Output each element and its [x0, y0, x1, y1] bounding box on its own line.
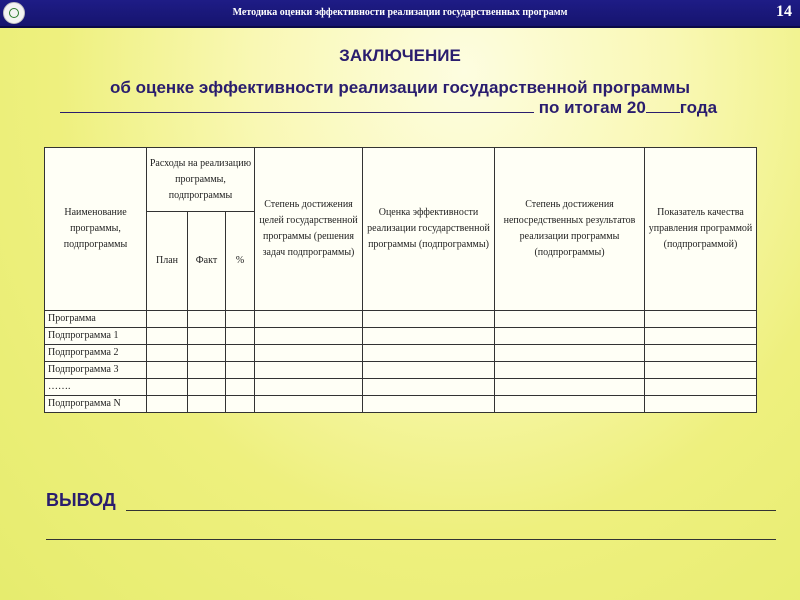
table-cell[interactable]: [188, 311, 226, 328]
header-results: Степень достижения непосредственных результатов реализации программы (подпрограммы): [495, 148, 645, 311]
table-cell[interactable]: [188, 379, 226, 396]
row-label: Подпрограмма 1: [45, 328, 147, 345]
header-percent: %: [226, 212, 255, 311]
header-quality: Показатель качества управления программой (подпрограммой): [645, 148, 757, 311]
header-expenses: Расходы на реализацию программы, подпрограммы: [147, 148, 255, 212]
table-cell[interactable]: [363, 345, 495, 362]
table-row: [45, 345, 757, 362]
table-cell[interactable]: [226, 311, 255, 328]
table-cell[interactable]: [363, 362, 495, 379]
table-cell[interactable]: [226, 345, 255, 362]
row-label: Программа: [45, 311, 147, 328]
header-goals: Степень достижения целей государственной программы (решения задач подпрограммы): [255, 148, 363, 311]
conclusion-label: ВЫВОД: [46, 490, 116, 510]
row-label: Подпрограмма 2: [45, 345, 147, 362]
table-cell[interactable]: [495, 362, 645, 379]
table-cell[interactable]: [645, 311, 757, 328]
table-cell[interactable]: [363, 379, 495, 396]
table-cell[interactable]: [147, 379, 188, 396]
table-cell[interactable]: [255, 345, 363, 362]
page-number: 14: [776, 3, 792, 20]
table-cell[interactable]: [147, 311, 188, 328]
header-fact: Факт: [188, 212, 226, 311]
year-suffix: года: [679, 98, 718, 117]
table-cell[interactable]: [147, 345, 188, 362]
table-cell[interactable]: [645, 345, 757, 362]
table-cell[interactable]: [495, 345, 645, 362]
table-cell[interactable]: [495, 328, 645, 345]
table-cell[interactable]: [147, 362, 188, 379]
evaluation-table: [44, 147, 757, 413]
header-bar: [0, 0, 800, 28]
row-label: …….: [45, 379, 147, 396]
table-cell[interactable]: [226, 328, 255, 345]
conclusion-line-1[interactable]: [126, 510, 776, 511]
conclusion-line-2[interactable]: [46, 539, 776, 540]
table-cell[interactable]: [255, 379, 363, 396]
table-cell[interactable]: [645, 362, 757, 379]
table-cell[interactable]: [147, 328, 188, 345]
table-cell[interactable]: [255, 396, 363, 413]
table-cell[interactable]: [188, 345, 226, 362]
program-name-blank[interactable]: [60, 96, 534, 113]
header-name: Наименование программы, подпрограммы: [45, 148, 147, 311]
table-cell[interactable]: [226, 362, 255, 379]
table-cell[interactable]: [363, 311, 495, 328]
header-efficiency: Оценка эффективности реализации государственной программы (подпрограммы): [363, 148, 495, 311]
table-cell[interactable]: [495, 311, 645, 328]
table-cell[interactable]: [188, 396, 226, 413]
table-cell[interactable]: [255, 328, 363, 345]
year-blank[interactable]: [646, 96, 680, 113]
table-cell[interactable]: [226, 379, 255, 396]
year-prefix: по итогам 20: [538, 98, 646, 117]
table-cell[interactable]: [645, 396, 757, 413]
table-cell[interactable]: [495, 396, 645, 413]
document-subtitle: об оценке эффективности реализации государственной программы: [110, 78, 690, 97]
table-row: [45, 328, 757, 345]
table-cell[interactable]: [255, 362, 363, 379]
table-row: [45, 311, 757, 328]
row-label: Подпрограмма N: [45, 396, 147, 413]
table-cell[interactable]: [645, 328, 757, 345]
header-plan: План: [147, 212, 188, 311]
document-title: ЗАКЛЮЧЕНИЕ: [339, 46, 461, 65]
program-name-line: [60, 96, 760, 118]
table-cell[interactable]: [363, 396, 495, 413]
table-row: [45, 362, 757, 379]
table-cell[interactable]: [147, 396, 188, 413]
header-row-1: [45, 148, 757, 212]
table-cell[interactable]: [495, 379, 645, 396]
table-row: [45, 396, 757, 413]
table-cell[interactable]: [363, 328, 495, 345]
table-cell[interactable]: [255, 311, 363, 328]
table-cell[interactable]: [188, 328, 226, 345]
table-cell[interactable]: [226, 396, 255, 413]
header-title: Методика оценки эффективности реализации государственных программ: [232, 7, 568, 18]
row-label: Подпрограмма 3: [45, 362, 147, 379]
table-cell[interactable]: [645, 379, 757, 396]
table-cell[interactable]: [188, 362, 226, 379]
table-row: [45, 379, 757, 396]
